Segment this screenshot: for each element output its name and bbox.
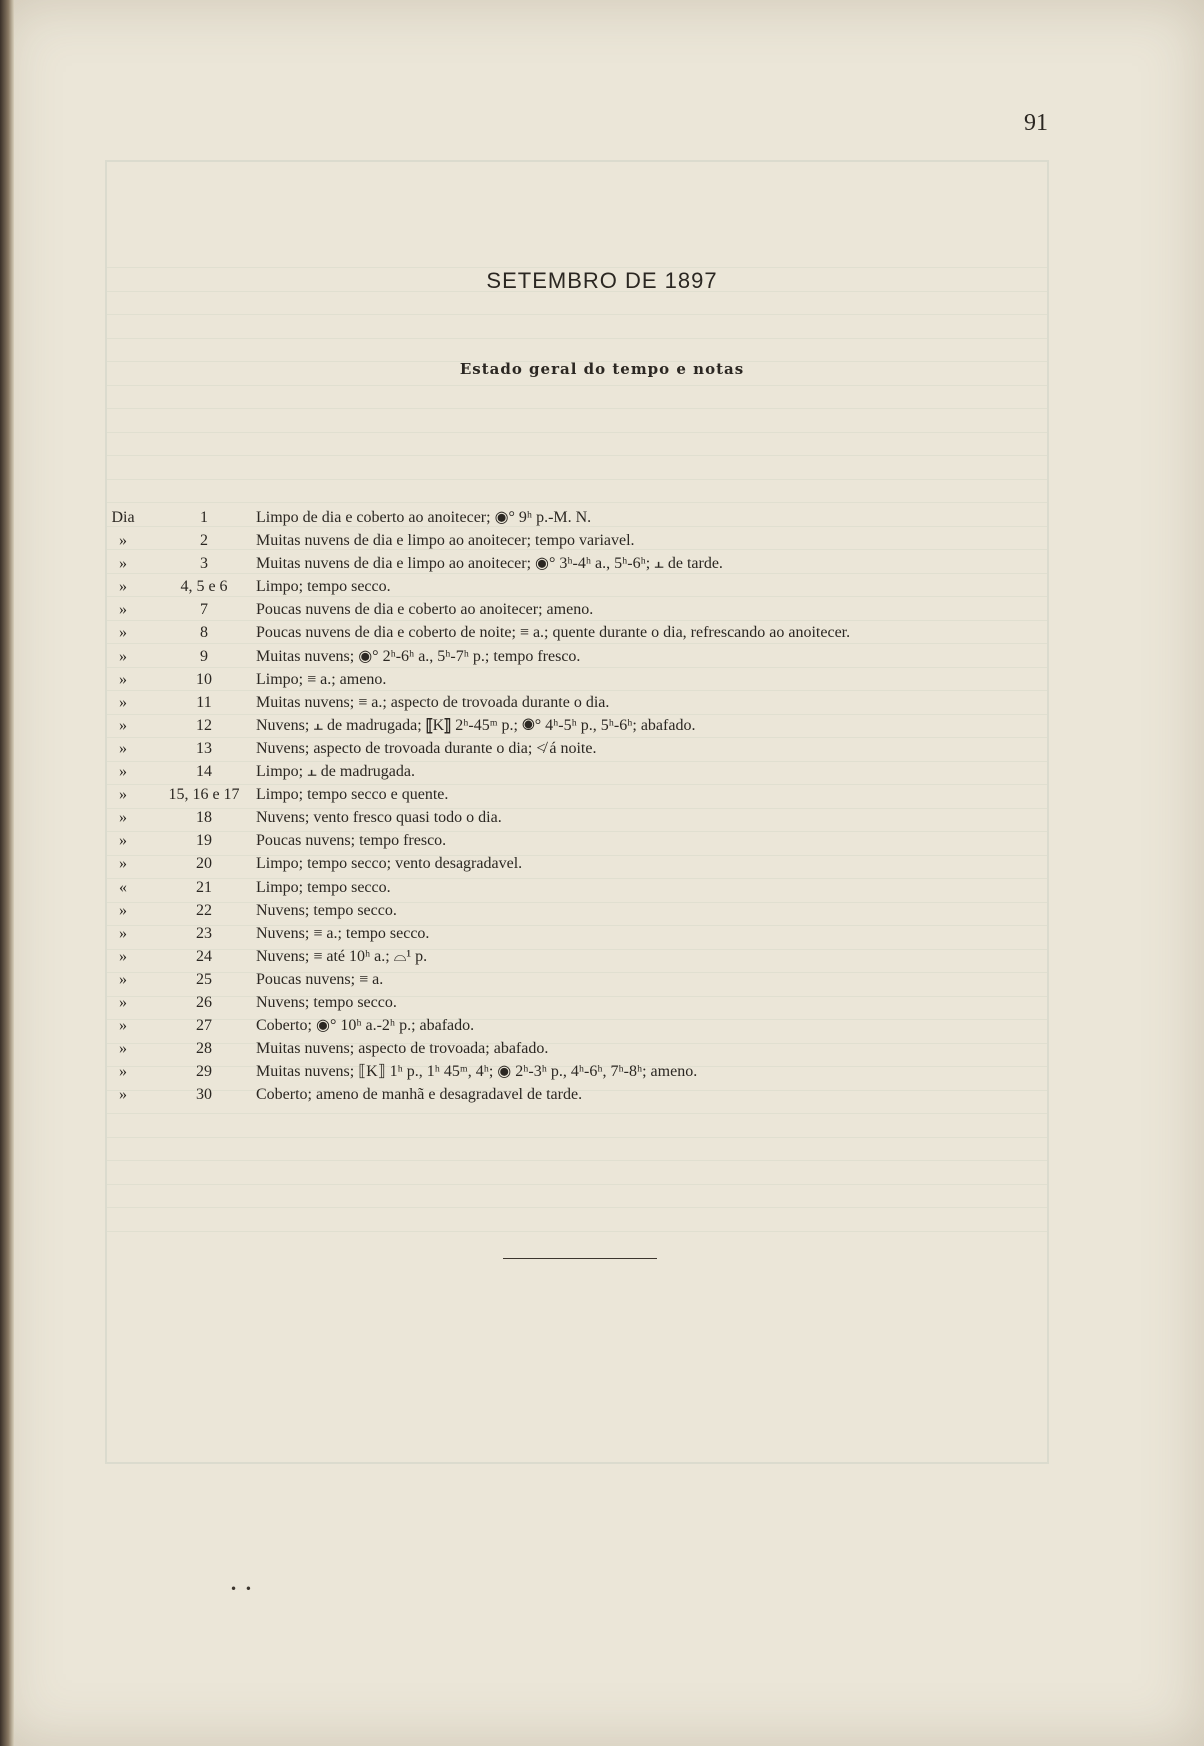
page-subtitle: Estado geral do tempo e notas (459, 360, 745, 378)
entry-label: » (119, 947, 127, 965)
entry-label: » (119, 809, 127, 827)
list-item (108, 691, 1008, 714)
entry-label: » (119, 532, 127, 550)
show-through-line (107, 1207, 1047, 1208)
entry-note: Limpo; tempo secco. (256, 578, 391, 596)
show-through-line (107, 502, 1047, 503)
entry-label: » (119, 624, 127, 642)
entry-label: » (119, 855, 127, 873)
entry-note: Muitas nuvens; ≡ a.; aspecto de trovoada durante o dia. (256, 693, 610, 711)
entry-day: 26 (196, 993, 212, 1011)
show-through-line (107, 408, 1047, 409)
entry-note: Poucas nuvens de dia e coberto de noite; ≡ a.; quente durante o dia, refrescando ao anoitecer. (256, 624, 851, 642)
entry-label: » (119, 1017, 127, 1035)
show-through-line (107, 338, 1047, 339)
entry-day: 20 (196, 855, 212, 873)
entry-note: Poucas nuvens; tempo fresco. (256, 832, 447, 850)
entry-day: 3 (200, 555, 208, 573)
entry-label: » (119, 901, 127, 919)
entry-day: 30 (196, 1086, 212, 1104)
entry-day: 15, 16 e 17 (168, 786, 240, 804)
show-through-line (107, 385, 1047, 386)
list-item (108, 806, 1008, 829)
list-item (108, 575, 1008, 598)
entry-day: 27 (196, 1017, 212, 1035)
page-binding-edge (0, 0, 14, 1746)
entry-day: 7 (200, 601, 208, 619)
entry-note: Nuvens; ≡ a.; tempo secco. (256, 924, 430, 942)
list-item (108, 1037, 1008, 1060)
entry-label: » (119, 716, 127, 734)
closing-rule (503, 1258, 657, 1259)
entry-day: 10 (196, 670, 212, 688)
entry-day: 28 (196, 1040, 212, 1058)
entry-note: Limpo; tempo secco. (256, 878, 391, 896)
list-item (108, 529, 1008, 552)
entry-label: » (119, 832, 127, 850)
entry-note: Poucas nuvens de dia e coberto ao anoitecer; ameno. (256, 601, 594, 619)
entry-note: Muitas nuvens de dia e limpo ao anoitecer; ◉° 3ʰ-4ʰ a., 5ʰ-6ʰ; ⫠ de tarde. (256, 555, 723, 573)
list-item (108, 621, 1008, 644)
show-through-line (107, 479, 1047, 480)
list-item (108, 1014, 1008, 1037)
entry-day: 9 (200, 647, 208, 665)
list-item (108, 783, 1008, 806)
entry-label: » (119, 786, 127, 804)
entry-day: 2 (200, 532, 208, 550)
entry-label: » (119, 693, 127, 711)
show-through-line (107, 1231, 1047, 1232)
list-item (108, 852, 1008, 875)
show-through-line (107, 1113, 1047, 1114)
entry-day: 14 (196, 763, 212, 781)
entry-note: Nuvens; aspecto de trovoada durante o dia; ≮ á noite. (256, 739, 597, 757)
page-number: 91 (1024, 110, 1048, 136)
list-item (108, 506, 1008, 529)
list-item (108, 991, 1008, 1014)
entry-day: 23 (196, 924, 212, 942)
entry-note: Muitas nuvens; aspecto de trovoada; abafado. (256, 1040, 549, 1058)
entry-label: » (119, 1040, 127, 1058)
entry-note: Nuvens; tempo secco. (256, 993, 397, 1011)
entry-note: Muitas nuvens de dia e limpo ao anoitecer; tempo variavel. (256, 532, 635, 550)
entry-note: Nuvens; ≡ até 10ʰ a.; ⌓¹ p. (256, 947, 428, 965)
list-item (108, 876, 1008, 899)
entry-day: 22 (196, 901, 212, 919)
entry-label: » (119, 601, 127, 619)
entry-note: Muitas nuvens; ◉° 2ʰ-6ʰ a., 5ʰ-7ʰ p.; tempo fresco. (256, 647, 581, 665)
list-item (108, 1060, 1008, 1083)
entry-label: » (119, 763, 127, 781)
entry-label: » (119, 647, 127, 665)
list-item (108, 1083, 1008, 1106)
entry-note: Poucas nuvens; ≡ a. (256, 970, 384, 988)
show-through-line (107, 1184, 1047, 1185)
list-item (108, 899, 1008, 922)
entry-label: » (119, 1086, 127, 1104)
list-item (108, 668, 1008, 691)
list-item (108, 598, 1008, 621)
entry-label: Dia (111, 509, 135, 526)
entry-day: 19 (196, 832, 212, 850)
entry-note: Limpo; tempo secco; vento desagradavel. (256, 855, 523, 873)
show-through-line (107, 1137, 1047, 1138)
entry-day: 25 (196, 970, 212, 988)
entry-label: « (119, 878, 127, 896)
show-through-line (107, 455, 1047, 456)
entry-label: » (119, 739, 127, 757)
entry-label: » (119, 555, 127, 573)
entry-note: Coberto; ◉° 10ʰ a.-2ʰ p.; abafado. (256, 1017, 475, 1035)
entry-day: 21 (196, 878, 212, 896)
list-item (108, 829, 1008, 852)
entry-note: Limpo; ≡ a.; ameno. (256, 670, 387, 688)
entry-day: 11 (196, 693, 212, 711)
list-item (108, 760, 1008, 783)
entry-label: » (119, 1063, 127, 1081)
show-through-line (107, 432, 1047, 433)
list-item (108, 968, 1008, 991)
entry-note: Limpo de dia e coberto ao anoitecer; ◉° 9ʰ p.-M. N. (256, 509, 592, 526)
page-title: SETEMBRO DE 1897 (486, 268, 718, 293)
list-item (108, 552, 1008, 575)
entry-day: 24 (196, 947, 212, 965)
entry-note: Muitas nuvens; ⟦K⟧ 1ʰ p., 1ʰ 45ᵐ, 4ʰ; ◉ 2ʰ-3ʰ p., 4ʰ-6ʰ, 7ʰ-8ʰ; ameno. (256, 1063, 698, 1081)
entry-day: 13 (196, 739, 212, 757)
entry-note: Coberto; ameno de manhã e desagradavel de tarde. (256, 1086, 583, 1104)
entry-label: » (119, 970, 127, 988)
entry-label: » (119, 670, 127, 688)
printer-dots: • • (230, 1582, 254, 1596)
entry-day: 18 (196, 809, 212, 827)
entry-note: Nuvens; ⫠ de madrugada; ⟦K⟧ 2ʰ-45ᵐ p.; ◉° 4ʰ-5ʰ p., 5ʰ-6ʰ; abafado. (256, 716, 696, 734)
show-through-line (107, 1160, 1047, 1161)
show-through-line (107, 314, 1047, 315)
entry-note: Limpo; tempo secco e quente. (256, 786, 449, 804)
entry-label: » (119, 993, 127, 1011)
entry-note: Nuvens; tempo secco. (256, 901, 397, 919)
entry-label: » (119, 924, 127, 942)
entry-day: 1 (200, 509, 208, 526)
list-item (108, 945, 1008, 968)
list-item (108, 737, 1008, 760)
list-item (108, 922, 1008, 945)
entry-day: 29 (196, 1063, 212, 1081)
entry-day: 8 (200, 624, 208, 642)
entry-day: 4, 5 e 6 (180, 578, 228, 596)
entry-note: Nuvens; vento fresco quasi todo o dia. (256, 809, 502, 827)
weather-notes-list (108, 506, 1008, 1106)
entry-day: 12 (196, 716, 212, 734)
list-item (108, 714, 1008, 737)
entry-label: » (119, 578, 127, 596)
entry-note: Limpo; ⫠ de madrugada. (256, 763, 415, 781)
list-item (108, 645, 1008, 668)
